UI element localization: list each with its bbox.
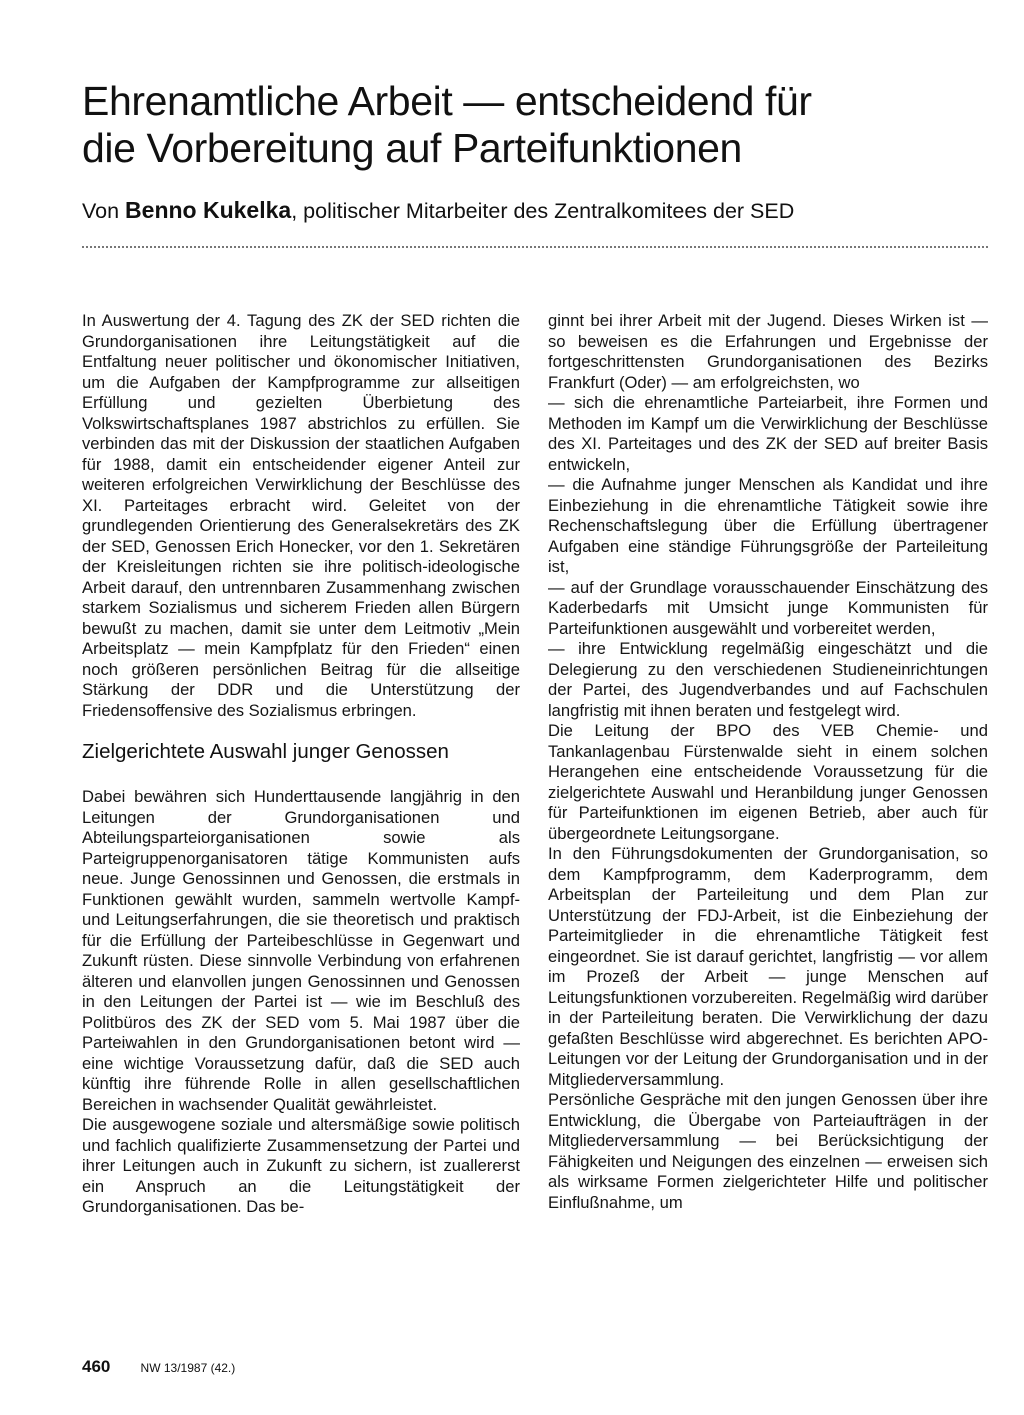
paragraph: Die ausgewogene soziale und altersmäßige sowie politisch und fachlich qualifizierte Zusammensetzung der Partei und ihrer Leitungen auch in Zukunft zu sichern, ist zuallererst ein Anspruch an die Leitungstätigkeit der Grundorganisationen. Das be- bbox=[82, 1115, 520, 1216]
header-divider bbox=[82, 246, 988, 248]
right-column bbox=[548, 311, 988, 1213]
article-title bbox=[82, 78, 982, 172]
byline bbox=[82, 196, 1002, 225]
page-number: 460 bbox=[82, 1357, 111, 1376]
list-item: — auf der Grundlage vorausschauender Einschätzung des Kaderbedarfs mit Umsicht junge Kommunisten für Parteifunktionen ausgewählt und vorbereitet werden, bbox=[548, 577, 988, 638]
author-name: Benno Kukelka bbox=[125, 197, 292, 223]
paragraph: Persönliche Gespräche mit den jungen Genossen über ihre Entwicklung, die Übergabe von Parteiaufträgen in der Mitgliederversammlung — bei Berücksichtigung der Fähigkeiten und Neigungen des einzelnen — erweisen sich als wirksame Formen zielgerichteter Hilfe und politischer Einflußnahme, um bbox=[548, 1090, 988, 1212]
list-item: — die Aufnahme junger Menschen als Kandidat und ihre Einbeziehung in die ehrenamtliche Tätigkeit sowie ihre Rechenschaftslegung über die Erfüllung übertragener Aufgaben eine ständige Führungsgröße der Parteileitung ist, bbox=[548, 475, 988, 576]
author-role: , politischer Mitarbeiter des Zentralkomitees der SED bbox=[291, 199, 795, 223]
title-line-2: die Vorbereitung auf Parteifunktionen bbox=[82, 125, 742, 171]
title-line-1: Ehrenamtliche Arbeit — entscheidend für bbox=[82, 78, 812, 124]
paragraph: ginnt bei ihrer Arbeit mit der Jugend. Dieses Wirken ist — so beweisen es die Erfahrungen und Ergebnisse der fortgeschrittensten Grundorganisationen des Bezirks Frankfurt (Oder) — am erfolgreichsten, wo bbox=[548, 311, 988, 392]
list-item: — sich die ehrenamtliche Parteiarbeit, ihre Formen und Methoden im Kampf um die Verwirklichung der Beschlüsse des XI. Parteitages und des ZK der SED auf breiter Basis entwickeln, bbox=[548, 393, 988, 474]
page-footer bbox=[82, 1357, 235, 1377]
paragraph: Die Leitung der BPO des VEB Chemie- und Tankanlagenbau Fürstenwalde sieht in einem solchen Herangehen eine entscheidende Voraussetzung für die zielgerichtete Auswahl und Heranbildung junger Genossen für Parteifunktionen im eigenen Betrieb, aber auch für übergeordnete Leitungsorgane. bbox=[548, 721, 988, 843]
subheading: Zielgerichtete Auswahl junger Genossen bbox=[82, 740, 449, 763]
issue-label: NW 13/1987 (42.) bbox=[140, 1361, 236, 1375]
paragraph: In den Führungsdokumenten der Grundorganisation, so dem Kampfprogramm, dem Kaderprogramm, dem Arbeitsplan der Parteileitung und dem Plan zur Unterstützung der FDJ-Arbeit, ist die Einbeziehung der Parteimitglieder in die ehrenamtliche Tätigkeit fest eingeordnet. Sie ist darauf gerichtet, langfristig — vor allem im Prozeß der Arbeit — junge Menschen auf Leitungsfunktionen vorzubereiten. Regelmäßig wird darüber in der Parteileitung beraten. Die Verwirklichung der dazu gefaßten Beschlüsse wird abgerechnet. Es berichten APO-Leitungen vor der Leitung der Grundorganisation und in der Mitgliederversammlung. bbox=[548, 844, 988, 1089]
paragraph: In Auswertung der 4. Tagung des ZK der SED richten die Grundorganisationen ihre Leitungstätigkeit auf die Entfaltung neuer politischer und ökonomischer Initiativen, um die Aufgaben der Kampfprogramme zur allseitigen Erfüllung und gezielten Überbietung des Volkswirtschaftsplanes 1987 abstrichlos zu erfüllen. Sie verbinden das mit der Diskussion der staatlichen Aufgaben für 1988, damit ein entscheidender eigener Anteil zur weiteren erfolgreichen Verwirklichung der Beschlüsse des XI. Parteitages erbracht wird. Geleitet von der grundlegenden Orientierung des Generalsekretärs des ZK der SED, Genossen Erich Honecker, vor den 1. Sekretären der Kreisleitungen richten sie ihre politisch-ideologische Arbeit darauf, den untrennbaren Zusammenhang zwischen starkem Sozialismus und sicherem Frieden allen Bürgern bewußt zu machen, damit sie unter dem Leitmotiv „Mein Arbeitsplatz — mein Kampfplatz für den Frieden“ einen noch größeren persönlichen Beitrag für die allseitige Stärkung der DDR und die Unterstützung der Friedensoffensive des Sozialismus erbringen. bbox=[82, 311, 520, 720]
byline-prefix: Von bbox=[82, 199, 126, 223]
left-column bbox=[82, 311, 520, 1218]
paragraph: Dabei bewähren sich Hunderttausende langjährig in den Leitungen der Grundorganisationen und Abteilungsparteiorganisationen sowie als Parteigruppenorganisatoren tätige Kommunisten aufs neue. Junge Genossinnen und Genossen, die erstmals in Funktionen gewählt wurden, sammeln wertvolle Kampf- und Leitungserfahrungen, die sie theoretisch und praktisch für die Erfüllung der Parteibeschlüsse in Gegenwart und Zukunft rüsten. Diese sinnvolle Verbindung von erfahrenen älteren und elanvollen jungen Genossinnen und Genossen in den Leitungen der Partei ist — wie im Beschluß des Politbüros des ZK der SED vom 5. Mai 1987 über die Parteiwahlen in den Grundorganisationen betont wird — eine wichtige Voraussetzung dafür, daß die SED auch künftig ihre führende Rolle in allen gesellschaftlichen Bereichen in wachsender Qualität gewährleistet. bbox=[82, 787, 520, 1114]
list-item: — ihre Entwicklung regelmäßig eingeschätzt und die Delegierung zu den verschiedenen Studieneinrichtungen der Partei, des Jugendverbandes und auf Fachschulen langfristig mit ihnen beraten und festgelegt wird. bbox=[548, 639, 988, 720]
